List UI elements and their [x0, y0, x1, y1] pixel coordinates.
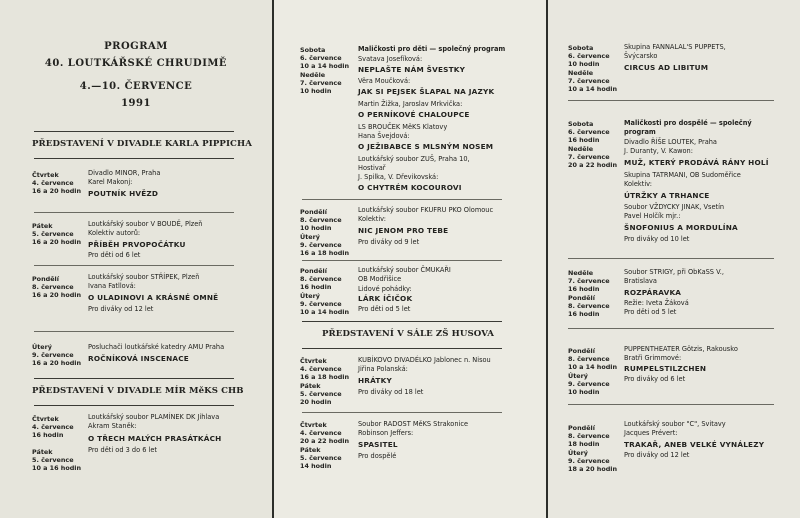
header-festival: 40. LOUTKÁŘSKÉ CHRUDIMĚ: [44, 58, 228, 69]
event-title: RUMPELSTILZCHEN: [624, 364, 707, 373]
event-info: Svatava Josefíková:: [358, 55, 423, 63]
event-info: Loutkářský soubor "C", Svitavy Jacques Prévert:: [624, 420, 726, 438]
divider: [34, 212, 234, 213]
event-info: Loutkářský soubor STŘÍPEK, Plzeň Ivana Fatllová:: [88, 273, 200, 291]
event-info: Skupina FANNALAL'S PUPPETS, Švýcarsko: [624, 43, 726, 61]
event-title: O PERNÍKOVÉ CHALOUPCE: [358, 110, 470, 119]
divider: [34, 131, 234, 132]
divider: [302, 199, 502, 200]
event-info: Divadlo ŘÍŠE LOUTEK, Praha J. Duranty, V. Kawon:: [624, 138, 717, 156]
event-title: ŠNOFONIUS A MORDULÍNA: [624, 223, 738, 232]
event-info: LS BROUČEK MěKS Klatovy: [358, 123, 448, 131]
section-title-pippich: PŘEDSTAVENÍ V DIVADLE KARLA PIPPICHA: [32, 139, 252, 149]
event-info: Režie: Iveta Žáková Pro děti od 5 let: [624, 299, 689, 317]
header-program: PROGRAM: [104, 41, 168, 52]
event-date: Čtvrtek 4. července 20 a 22 hodin Pátek 5. července 14 hodin: [300, 421, 350, 471]
program-panel-right: [548, 0, 800, 518]
event-audience: Pro děti od 6 let: [88, 251, 141, 259]
event-date: Sobota 6. července 16 hodin Neděle 7. července 20 a 22 hodin: [568, 120, 618, 170]
event-audience: Pro diváky od 18 let: [358, 388, 424, 396]
event-audience: Pro diváky od 6 let: [624, 375, 686, 383]
event-audience: Pro diváky od 9 let: [358, 238, 420, 246]
divider: [34, 158, 234, 159]
divider: [568, 100, 774, 101]
event-audience: Pro diváky od 12 let: [624, 451, 690, 459]
event-info: Loutkářský soubor FKUFRU PKO Olomouc Kolektiv:: [358, 206, 494, 224]
event-info: Soubor VŽDYCKY JINAK, Vsetín Pavel Holčík mjr.:: [624, 203, 725, 221]
divider: [34, 378, 234, 379]
event-title: O JEŽIBABCE S MLSNÝM NOSEM: [358, 142, 494, 151]
event-info: J. Spilka, V. Dřevikovská:: [358, 173, 439, 181]
event-date: Pondělí 8. července 18 hodin Úterý 9. července 18 a 20 hodin: [568, 424, 618, 474]
event-title: O TŘECH MALÝCH PRASÁTKÁCH: [88, 434, 222, 443]
event-date: Pondělí 8. července 16 a 20 hodin: [32, 275, 82, 300]
event-audience: Pro dospělé: [358, 452, 397, 460]
event-title: JAK SI PEJSEK ŠLAPAL NA JAZYK: [358, 87, 495, 96]
event-info: Loutkářský soubor ČMUKAŘI OB Modřišice Lidové pohádky:: [358, 266, 451, 293]
event-date: Pondělí 8. července 10 hodin Úterý 9. července 16 a 18 hodin: [300, 208, 350, 258]
event-info: Posluchači loutkářské katedry AMU Praha: [88, 343, 225, 351]
event-date: Čtvrtek 4. července 16 a 20 hodin: [32, 171, 82, 196]
block-heading: Maličkosti pro děti — společný program: [358, 45, 506, 53]
event-title: ROČNÍKOVÁ INSCENACE: [88, 354, 189, 363]
section-title-mir: PŘEDSTAVENÍ V DIVADLE MÍR MěKS CHB: [32, 386, 244, 396]
header-dates: 4.—10. ČERVENCE: [79, 81, 193, 92]
divider: [302, 321, 502, 322]
event-title: SPASITEL: [358, 440, 398, 449]
event-date: Neděle 7. července 16 hodin Pondělí 8. července 16 hodin: [568, 269, 610, 319]
event-info: PUPPENTHEATER Götzis, Rakousko Bratři Grimmové:: [624, 345, 738, 363]
event-date: Pátek 5. července 10 a 16 hodin: [32, 448, 82, 473]
event-info: Martin Žižka, Jaroslav Mrkvička:: [358, 100, 463, 108]
event-title: O CHYTRÉM KOCOUROVI: [358, 183, 462, 192]
block-heading: Maličkosti pro dospělé — společný program: [624, 119, 752, 136]
section-title-husova: PŘEDSTAVENÍ V SÁLE ZŠ HUSOVA: [322, 329, 495, 339]
divider: [568, 328, 774, 329]
event-info: Loutkářský soubor ZUŠ, Praha 10,: [358, 155, 470, 163]
event-title: NIC JENOM PRO TEBE: [358, 226, 449, 235]
divider: [302, 412, 502, 413]
divider: [568, 404, 774, 405]
event-title: PŘÍBĚH PRVOPOČÁTKU: [88, 240, 186, 249]
event-info: Skupina TATRMANI, OB Sudoměřice Kolektiv:: [624, 171, 741, 189]
event-title: ROZPÁRAVKA: [624, 288, 682, 297]
event-audience: Pro děti od 5 let: [358, 305, 411, 313]
event-info: Soubor RADOST MěKS Strakonice Robinson Jeffers:: [358, 420, 469, 438]
event-title: TRAKAŘ, ANEB VELKÉ VYNÁLEZY: [624, 440, 765, 449]
event-title: POUTNÍK HVĚZD: [88, 189, 159, 198]
divider: [34, 405, 234, 406]
divider: [302, 260, 502, 261]
event-title: HRÁTKY: [358, 376, 392, 385]
event-title: ÚTRŽKY A TRHANCE: [624, 191, 710, 200]
program-panel-middle: [274, 0, 546, 518]
event-info: Loutkářský soubor V BOUDĚ, Plzeň Kolektiv autorů:: [88, 220, 203, 238]
event-info: Soubor STRIGY, při ObKaSS V., Bratislava: [624, 268, 724, 286]
event-title: O ULADINOVI A KRÁSNÉ OMNĚ: [88, 293, 219, 302]
divider: [34, 265, 234, 266]
event-audience: Pro diváky od 12 let: [88, 305, 154, 313]
event-date: Čtvrtek 4. července 16 a 18 hodin Pátek 5. července 20 hodin: [300, 357, 350, 407]
divider: [568, 258, 774, 259]
event-date: Sobota 6. července 10 a 14 hodin Neděle 7. července 10 hodin: [300, 46, 350, 96]
divider: [302, 348, 502, 349]
event-audience: Pro děti od 3 do 6 let: [88, 446, 157, 454]
event-info: KUBÍKOVO DIVADÉLKO Jablonec n. Nisou Jiřina Polanská:: [358, 356, 491, 374]
event-info: Hana Švejdová:: [358, 132, 410, 140]
event-info: Hostivař: [358, 164, 386, 172]
event-date: Sobota 6. července 10 hodin Neděle 7. července 10 a 14 hodin: [568, 44, 618, 94]
header-year: 1991: [121, 98, 151, 109]
event-date: Pondělí 8. července 16 hodin Úterý 9. července 10 a 14 hodin: [300, 267, 350, 317]
divider: [34, 331, 234, 332]
event-info: Věra Moučková:: [358, 77, 411, 85]
event-date: Úterý 9. července 16 a 20 hodin: [32, 343, 82, 368]
event-info: Divadlo MINOR, Praha Karel Makonj:: [88, 169, 161, 187]
event-date: Pondělí 8. července 10 a 14 hodin Úterý 9. července 10 hodin: [568, 347, 618, 397]
event-title: LÁRK ÍČIČOK: [358, 294, 413, 303]
event-date: Čtvrtek 4. července 16 hodin: [32, 415, 74, 440]
event-title: CIRCUS AD LIBITUM: [624, 63, 709, 72]
event-title: NEPLAŠTE NÁM ŠVESTKY: [358, 65, 466, 74]
event-info: Loutkářský soubor PLAMÍNEK DK Jihlava Akram Staněk:: [88, 413, 220, 431]
program-panel-left: [0, 0, 272, 518]
event-date: Pátek 5. července 16 a 20 hodin: [32, 222, 82, 247]
event-title: MUŽ, KTERÝ PRODÁVÁ RÁNY HOLÍ: [624, 158, 769, 167]
event-audience: Pro diváky od 10 let: [624, 235, 690, 243]
